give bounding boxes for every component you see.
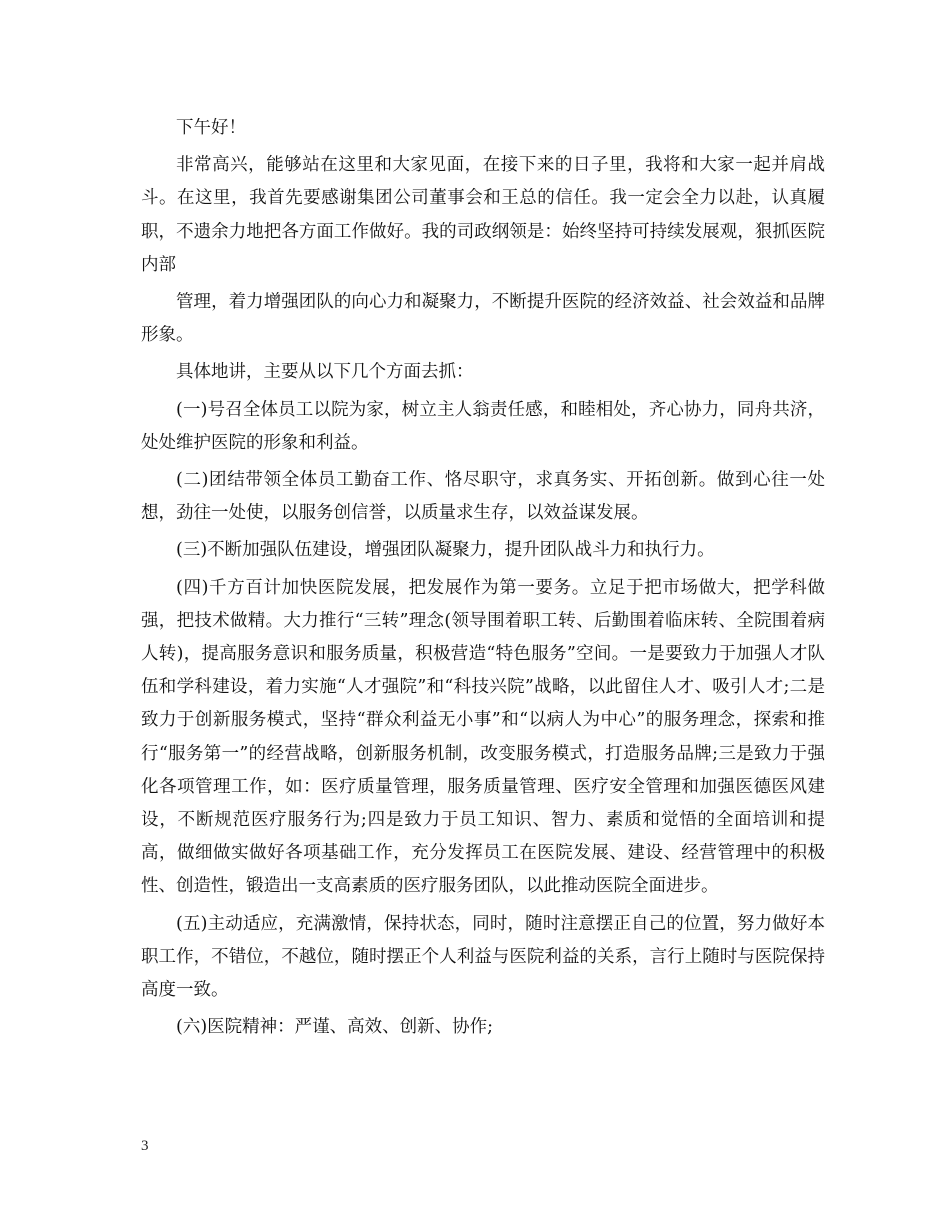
- paragraph-management: 管理，着力增强团队的向心力和凝聚力，不断提升医院的经济效益、社会效益和品牌形象。: [141, 292, 825, 346]
- paragraph-item-4: (四)千方百计加快医院发展，把发展作为第一要务。立足于把市场做大，把学科做强，把技术做精。大力推行“三转”理念(领导围着职工转、后勤围着临床转、全院围着病人转)，提高服务意识和服务质量，积极营造“特色服务”空间。一是要致力于加强人才队伍和学科建设，着力实施“人才强院”和“科技兴院”战略，以此留住人才、吸引人才;二是致力于创新服务模式，坚持“群众利益无小事”和“以病人为中心”的服务理念，探索和推行“服务第一”的经营战略，创新服务机制，改变服务模式，打造服务品牌;三是致力于强化各项管理工作，如：医疗质量管理，服务质量管理、医疗安全管理和加强医德医风建设，不断规范医疗服务行为;四是致力于员工知识、智力、素质和觉悟的全面培训和提高，做细做实做好各项基础工作，充分发挥员工在医院发展、建设、经营管理中的积极性、创造性，锻造出一支高素质的医疗服务团队，以此推动医院全面进步。: [141, 577, 825, 897]
- paragraph-item-3: (三)不断加强队伍建设，增强团队凝聚力，提升团队战斗力和执行力。: [176, 540, 715, 561]
- paragraph-item-1: (一)号召全体员工以院为家，树立主人翁责任感，和睦相处，齐心协力，同舟共济，处处维护医院的形象和利益。: [141, 399, 825, 453]
- paragraph-item-5: (五)主动适应，充满激情，保持状态，同时，随时注意摆正自己的位置，努力做好本职工作，不错位，不越位，随时摆正个人利益与医院利益的关系，言行上随时与医院保持高度一致。: [141, 913, 825, 1001]
- page-number: 3: [141, 1138, 149, 1154]
- document-body: [141, 112, 825, 1048]
- paragraph-item-6: (六)医院精神：严谨、高效、创新、协作;: [176, 1017, 494, 1038]
- paragraph-greeting: 下午好！: [176, 118, 246, 138]
- paragraph-intro: 非常高兴，能够站在这里和大家见面，在接下来的日子里，我将和大家一起并肩战斗。在这里，我首先要感谢集团公司董事会和王总的信任。我一定会全力以赴，认真履职，不遗余力地把各方面工作做好。我的司政纲领是：始终坚持可持续发展观，狠抓医院内部: [141, 155, 825, 275]
- paragraph-item-2: (二)团结带领全体员工勤奋工作、恪尽职守，求真务实、开拓创新。做到心往一处想，劲往一处使，以服务创信誉，以质量求生存，以效益谋发展。: [141, 470, 825, 524]
- paragraph-aspects-heading: 具体地讲，主要从以下几个方面去抓：: [176, 362, 474, 383]
